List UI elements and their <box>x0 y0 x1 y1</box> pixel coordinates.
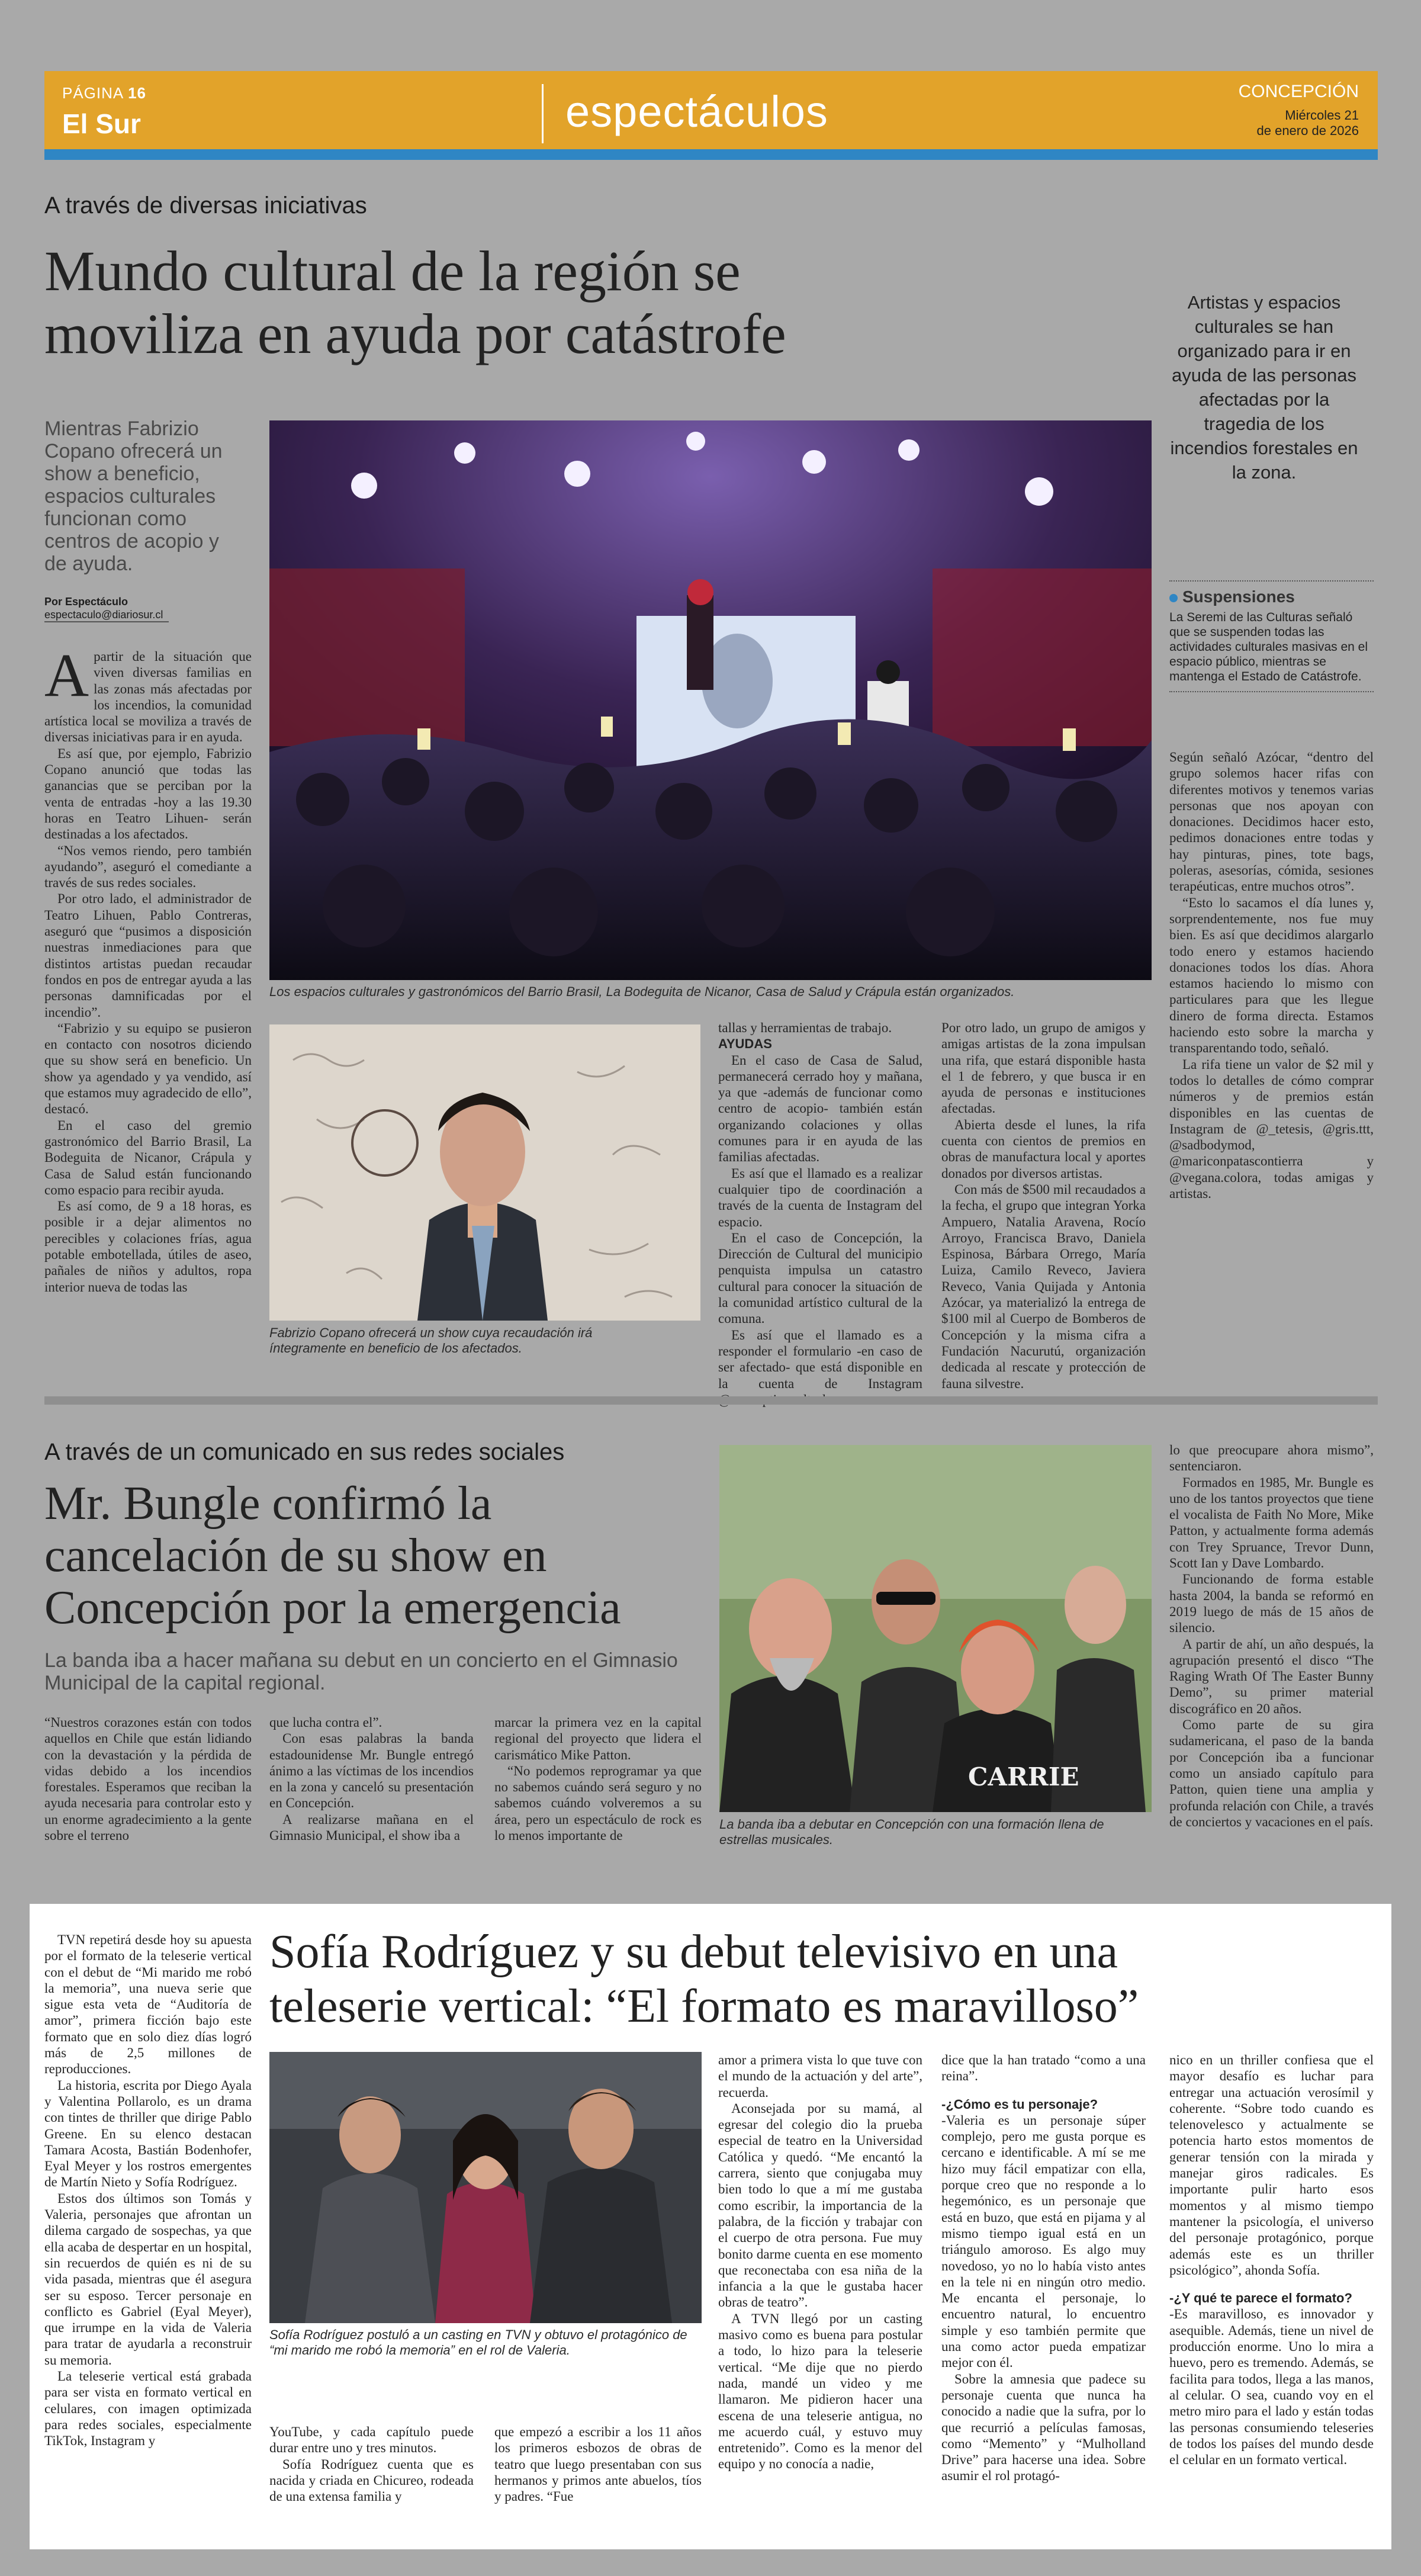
shirt-text: CARRIE <box>968 1762 1079 1791</box>
teleserie-caption: Sofía Rodríguez postuló a un casting en TVN y obtuvo el protagónico de “mi marido me robó la memoria” en el rol de Valeria. <box>269 2327 687 2357</box>
story2-headline-line2: cancelación de su show en <box>44 1530 547 1582</box>
concert-caption: Los espacios culturales y gastronómicos del Barrio Brasil, La Bodeguita de Nicanor, Casa de Salud y Crápula están organizados. <box>269 984 1015 999</box>
story1-highlight: Artistas y espacios culturales se han organizado para ir en ayuda de las personas afectadas por la tragedia de los incendios forestales en la zona. <box>1170 292 1358 483</box>
paragraph: A TVN llegó por un casting masivo como es buena para postular a todo, lo hizo para la teleserie vertical. “Me dije que no pierdo nada, mandé un video y me llamaron. Me pidieron hacer una escena de una teleserie antigua, no me acuerdo cuál, y estuvo muy entretenido”. Como es la menor del equipo y no conocía a nadie, <box>718 2311 922 2472</box>
paragraph: amor a primera vista lo que tuve con el mundo de la actuación y del arte”, recuerda. <box>718 2053 922 2100</box>
paragraph: A partir de ahí, un año después, la agrupación presentó el disco “The Raging Wrath Of The Easter Bunny Demo”, su primer material discográfico en 20 años. <box>1169 1636 1374 1716</box>
paragraph: Formados en 1985, Mr. Bungle es uno de los tantos proyectos que tiene el vocalista de Faith No More, Mike Patton, y actualmente forma además con Trey Spruance, Trevor Dunn, Scott Ian y Dave Lombardo. <box>1169 1475 1374 1571</box>
suspensiones-box <box>1169 580 1374 692</box>
paragraph: “Esto lo sacamos el día lunes y, sorprendentemente, nos fue muy bien. Es así que decidimos alargarlo todo enero y estamos haciendo donaciones todos los días. Ahora estamos haciendo lo mismo con particulares para que les llegue dinero de forma directa. Estamos haciendo esto sobre la marcha y transparentando todo, señaló. <box>1169 895 1374 1056</box>
story2-lead: La banda iba a hacer mañana su debut en un concierto en el Gimnasio Municipal de la capital regional. <box>44 1649 678 1694</box>
suspensiones-title: Suspensiones <box>1169 587 1374 606</box>
city-label: CONCEPCIÓN <box>1238 82 1359 101</box>
band-caption: La banda iba a debutar en Concepción con una formación llena de estrellas musicales. <box>719 1817 1104 1847</box>
paragraph: Abierta desde el lunes, la rifa cuenta con cientos de premios en obras de manufactura local y aportes donados por diversos artistas. <box>941 1117 1146 1181</box>
paragraph: “Nuestros corazones están con todos aquellos en Chile que están lidiando con la devastación y la pérdida de vidas debido a los incendios forestales. Esperamos que reciban la ayuda necesaria para controlar esto y un enorme agradecimiento a la gente sobre el terreno <box>44 1715 252 1843</box>
paragraph: Es así que el llamado es a responder el formulario -en caso de ser afectado- que está disponible en la cuenta de Instagram <box>718 1327 922 1391</box>
story2-headline <box>44 1477 621 1634</box>
story3-headline-line2: teleserie vertical: “El formato es maravilloso” <box>269 1980 1139 2032</box>
paragraph: En el caso de Concepción, la Dirección de Cultural del municipio penquista impulsa un catastro cultural para conocer la situación de la comunidad artístico cultural de la comuna. <box>718 1230 922 1326</box>
paragraph: En el caso del gremio gastronómico del Barrio Brasil, La Bodeguita de Nicanor, Crápula y Casa de Salud están funcionando como espacio para recibir ayuda. <box>44 1117 252 1197</box>
copano-photo <box>269 1024 700 1321</box>
story1-col1 <box>44 641 252 1295</box>
story2-headline-line3: Concepción por la emergencia <box>44 1582 621 1634</box>
paragraph: Es así como, de 9 a 18 horas, es posible ir a dejar alimentos no perecibles y colaciones frías, agua potable embotellada, útiles de aseo, pañales de niños y adultos, ropa interior nueva de todas las <box>44 1199 252 1295</box>
page-label: PÁGINA 16 <box>62 84 146 102</box>
paragraph: lo que preocupare ahora mismo”, sentenciaron. <box>1169 1443 1374 1474</box>
paragraph: Según señaló Azócar, “dentro del grupo solemos hacer rifas con diferentes motivos y tenemos varias personas que nos apoyan con donaciones. Decidimos hacer esto, pedimos donaciones entre todas y hay pinturas, pines, tote bags, poleras, asesorías, cómida, sesiones terapéuticas, entre muchos otros”. <box>1169 750 1374 894</box>
story2-col1 <box>44 1714 252 1843</box>
paragraph: -Valeria es un personaje súper complejo, pero me gusta porque es cercano e identificable. A mí se me hizo muy fácil empatizar con ella, porque creo que no responde a lo hegemónico, es un personaje que está en buzo, que está en pijama y al mismo tiempo igual está en un triángulo amoroso. Es algo muy novedoso, yo no lo había visto antes en la tele ni en ningún otro medio. Me encanta el personaje, lo encuentro natural, lo encuentro simple y eso también permite que una como actor pueda empatizar mejor con él. <box>941 2112 1146 2371</box>
band-photo <box>719 1445 1152 1812</box>
paragraph: -Es maravilloso, es innovador y asequible. Además, tiene un nivel de producción enorme. Uno lo mira a huevo, pero es tremendo. Además, se facilita para todos, llega a las manos, al celular. O sea, cuando voy en el metro miro para el lado y están todas las personas consumiendo teleseries de todos los países del mundo desde el celular en un formato vertical. <box>1169 2307 1374 2468</box>
story2-col3 <box>494 1714 702 1843</box>
story1-headline <box>44 240 786 365</box>
date-line-2: de enero de 2026 <box>1256 123 1359 138</box>
paragraph: Estos dos últimos son Tomás y Valeria, personajes que afrontan un dilema cargado de sospechas, ya que ella acaba de despertar en un hospital, sin recuerdos de quién es ni de su vida pasada, mientras que él asegura ser su esposo. Tercer personaje en conflicto es Gabriel (Eyal Meyer), que irrumpe en la vida de Valeria para tratar de ayudarla a reconstruir su memoria. <box>44 2190 252 2368</box>
story3-headline-line1: Sofía Rodríguez y su debut televisivo en una <box>269 1926 1118 1978</box>
story3-col2 <box>269 2424 474 2504</box>
story1-byline <box>44 595 169 622</box>
paragraph: partir de la situación que viven diversas familias en las zonas más afectadas por los incendios, la comunidad artística local se moviliza a través de diversas iniciativas para ir en ayuda. <box>44 649 252 745</box>
paragraph: Con más de $500 mil recaudados a la fecha, el grupo que integran Yorka Ampuero, Natalia Aravena, Rocío Arroyo, Francisca Bravo, Daniela Espinosa, Bárbara Orrego, María Luiza, Camilo Reveco, Javiera Reveco, Vania Quijada y Antonia Azócar, ya materializó la entrega de $100 mil al Cuerpo de Bomberos de Concepción y la misma cifra a Fundación Nacurutú, organización dedicada al rescate y protección de fauna silvestre. <box>941 1181 1146 1391</box>
dropcap: A <box>44 641 89 709</box>
bullet-icon <box>1169 594 1178 602</box>
paragraph: Funcionando de forma estable hasta 2004, la banda se reformó en 2019 luego de más de 15 años de silencio. <box>1169 1572 1374 1636</box>
paragraph: YouTube, y cada capítulo puede durar entre uno y tres minutos. <box>269 2424 474 2456</box>
paragraph: TVN repetirá desde hoy su apuesta por el formato de la teleserie vertical con el debut de “Mi marido me robó la memoria”, una nueva serie que sigue esta veta de “Auditoría de amor”, primera ficción bajo este formato que en solo diez días logró más de 2,5 millones de reproducciones. <box>44 1932 252 2077</box>
story1-col3 <box>718 1020 922 1408</box>
paragraph: Por otro lado, el administrador de Teatro Lihuen, Pablo Contreras, aseguró que “pusimos a disposición nuestras inmediaciones para que distintos artistas puedan recaudar fondos en pos de entregar ayuda a las personas damnificadas por el incendio”. <box>44 891 252 1020</box>
paragraph: La historia, escrita por Diego Ayala y Valentina Pollarolo, es un drama con tintes de thriller que dirige Pablo Greene. En su elenco destacan Tamara Acosta, Bastián Bodenhofer, Eyal Meyer y los rostros emergentes de Martín Nieto y Sofía Rodríguez. <box>44 2077 252 2190</box>
paragraph: tallas y herramientas de trabajo. <box>718 1020 892 1035</box>
date-line-1: Miércoles 21 <box>1285 108 1359 123</box>
paragraph: Sobre la amnesia que padece su personaje cuenta que nunca ha conocido a nadie que la sufra, por lo que recurrió a películas famosas, como “Memento” y “Mulholland Drive” para hacerse una idea. Sobre asumir el rol protagó- <box>941 2371 1146 2484</box>
paragraph: En el caso de Casa de Salud, permanecerá cerrado hoy y mañana, ya que -además de funcionar como centro de acopio- también están organizando colaciones y ollas comunes para ir en ayuda de las familias afectadas. <box>718 1052 922 1165</box>
story1-headline-line2: moviliza en ayuda por catástrofe <box>44 302 786 365</box>
subhead: AYUDAS <box>718 1036 772 1052</box>
suspensiones-text: La Seremi de las Culturas señaló que se suspenden todas las actividades culturales masivas en el espacio público, mientras se mantenga el Estado de Catástrofe. <box>1169 611 1368 683</box>
paragraph: Como parte de su gira sudamericana, el paso de la banda por Concepción iba a funcionar como un ansiado capítulo para Patton, quien tiene una amplia y profunda relación con Chile, a través de conciertos y vacaciones en el país. <box>1169 1717 1374 1829</box>
paragraph: que lucha contra el”. <box>269 1715 382 1730</box>
question: -¿Y qué te parece el formato? <box>1169 2291 1352 2306</box>
section-title: espectáculos <box>565 87 828 136</box>
teleserie-photo <box>269 2052 702 2323</box>
story3-col1 <box>44 1932 252 2449</box>
paragraph: Sofía Rodríguez cuenta que es nacida y criada en Chicureo, rodeada de una extensa familia y <box>269 2456 474 2504</box>
story2-kicker: A través de un comunicado en sus redes sociales <box>44 1439 565 1465</box>
paragraph: Es así que, por ejemplo, Fabrizio Copano anunció que todas las ganancias que se perciban por la venta de entradas -hoy a las 19.30 horas en Teatro Lihuen- serán destinadas a los afectados. <box>44 746 252 842</box>
story2-col4 <box>1169 1442 1374 1830</box>
paragraph: “Nos vemos riendo, pero también ayudando”, aseguró el comediante a través de sus redes sociales. <box>44 843 252 891</box>
story3-headline <box>269 1925 1139 2034</box>
paragraph: La teleserie vertical está grabada para ser vista en formato vertical en celulares, con imagen optimizada para redes sociales, especialmente TikTok, Instagram y <box>44 2369 252 2449</box>
story3-col5 <box>941 2052 1146 2484</box>
page-number: 16 <box>128 84 146 102</box>
paragraph: Con esas palabras la banda estadounidense Mr. Bungle entregó ánimo a las víctimas de los incendios en la zona y canceló su presentación en Concepción. <box>269 1731 474 1811</box>
story3-col3 <box>494 2424 702 2504</box>
story3-col4 <box>718 2052 922 2472</box>
story3-col6 <box>1169 2052 1374 2468</box>
paragraph: marcar la primera vez en la capital regional del proyecto que lidera el carismático Mike Patton. <box>494 1715 702 1762</box>
copano-caption: Fabrizio Copano ofrecerá un show cuya recaudación irá íntegramente en beneficio de los afectados. <box>269 1325 593 1356</box>
masthead <box>44 71 1378 160</box>
story2-col2 <box>269 1714 474 1843</box>
paper-name: El Sur <box>62 108 141 139</box>
story1-headline-line1: Mundo cultural de la región se <box>44 239 741 303</box>
story1-col4 <box>941 1020 1146 1392</box>
paragraph: dice que la han tratado “como a una reina”. <box>941 2053 1146 2084</box>
story2-headline-line1: Mr. Bungle confirmó la <box>44 1477 492 1530</box>
masthead-stripe <box>44 149 1378 160</box>
paragraph: que empezó a escribir a los 11 años los primeros esbozos de obras de teatro que luego presentaban con sus hermanos y primos ante abuelos, tíos y padres. “Fue <box>494 2424 702 2504</box>
paragraph: La rifa tiene un valor de $2 mil y todos lo detalles de cómo comprar números y de premios están disponibles en las cuentas de Instagram de @_tetesis, @gris.ttt, @sadbodymod, @mariconpatascontierra y @vegana.colora, todas amigas y artistas. <box>1169 1056 1374 1202</box>
story1-lead: Mientras Fabrizio Copano ofrecerá un show a beneficio, espacios culturales funcionan como centros de acopio y de ayuda. <box>44 417 223 575</box>
section-divider <box>44 1396 1378 1405</box>
paragraph: nico en un thriller confiesa que el mayor desafío es luchar para entregar una actuación verosímil y coherente. “Sobre todo cuando es telenovelesco y actualmente se potencia harto estos momentos de generar tensión con la mirada y manejar giros radicales. Es importante pulir harto esos momentos y al mismo tiempo mantener la psicología, el universo del personaje protagónico, porque además este es un thriller psicológico”, ahonda Sofía. <box>1169 2053 1374 2278</box>
story1-kicker: A través de diversas iniciativas <box>44 192 367 219</box>
story1-col5 <box>1169 749 1374 1202</box>
byline-email: espectaculo@diariosur.cl <box>44 609 163 621</box>
concert-photo <box>269 420 1152 980</box>
paragraph: “No podemos reprogramar ya que no sabemos cuándo será seguro y no sabemos cuándo volveremos a su área, pero un espectáculo de rock es lo menos importante de <box>494 1763 702 1843</box>
paragraph: A realizarse mañana en el Gimnasio Municipal, el show iba a <box>269 1811 474 1843</box>
paragraph: “Fabrizio y su equipo se pusieron en contacto con nosotros diciendo que su show será en beneficio. Un show ya agendado y ya vendido, así que estamos muy agradecido de ello”, destacó. <box>44 1020 252 1117</box>
paragraph: Aconsejada por su mamá, al egresar del colegio dio la prueba especial de teatro en la Universidad Católica y quedó. “Me encantó la carrera, siento que conjugaba muy bien todo lo que a mí me gustaba como escribir, la importancia de la palabra, de la ficción y trabajar con el cuerpo de otra persona. Fue muy bonito darme cuenta en ese momento que reconectaba con esa niña de la infancia a la que le gustaba hacer obras de teatro”. <box>718 2100 922 2310</box>
question: -¿Cómo es tu personaje? <box>941 2096 1098 2112</box>
masthead-divider <box>542 84 544 143</box>
byline-name: Por Espectáculo <box>44 596 128 608</box>
paragraph: Es así que el llamado es a realizar cualquier tipo de coordinación a través de la cuenta de Instagram del espacio. <box>718 1165 922 1229</box>
paragraph: Por otro lado, un grupo de amigos y amigas artistas de la zona impulsan una rifa, que estará disponible hasta el 1 de febrero, y que busca ir en ayuda de personas e instituciones afectadas. <box>941 1020 1146 1116</box>
